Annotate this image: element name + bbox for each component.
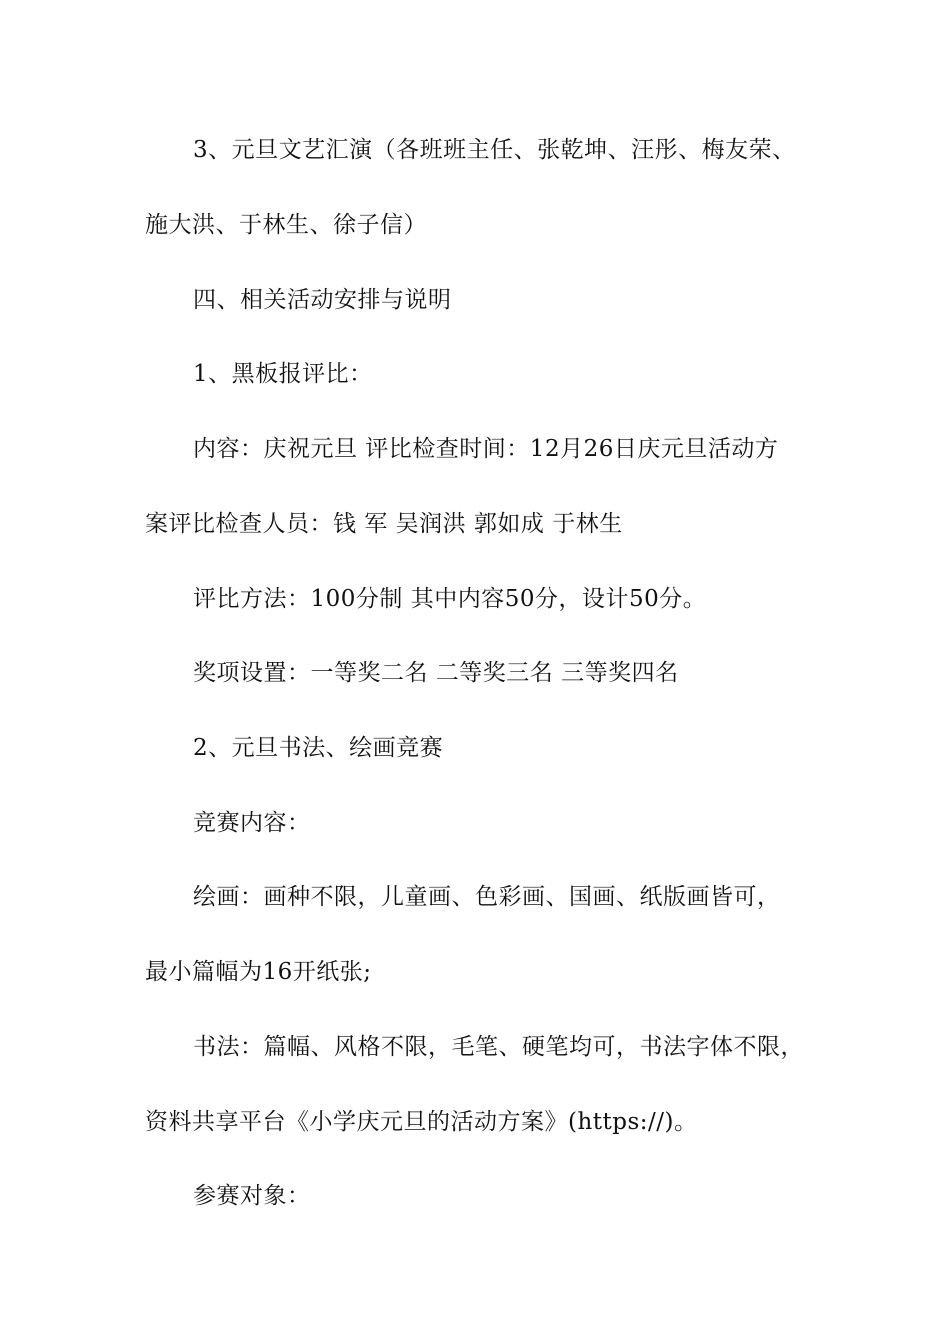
paragraph-line: 评比方法：100分制 其中内容50分，设计50分。 xyxy=(193,586,707,612)
paragraph-line: 参赛对象： xyxy=(193,1183,311,1209)
section-heading: 四、相关活动安排与说明 xyxy=(193,287,452,313)
paragraph-line: 内容：庆祝元旦 评比检查时间：12月26日庆元旦活动方 xyxy=(193,436,779,462)
paragraph-line: 最小篇幅为16开纸张; xyxy=(145,959,372,985)
paragraph-line: 施大洪、于林生、徐子信） xyxy=(145,212,427,238)
paragraph-line: 资料共享平台《小学庆元旦的活动方案》(https://)。 xyxy=(145,1109,698,1135)
paragraph-line: 竞赛内容： xyxy=(193,810,311,836)
subsection-heading: 2、元旦书法、绘画竞赛 xyxy=(193,735,444,761)
paragraph-line: 奖项设置：一等奖二名 二等奖三名 三等奖四名 xyxy=(193,660,679,686)
paragraph-line: 案评比检查人员：钱 军 吴润洪 郭如成 于林生 xyxy=(145,511,623,537)
paragraph-line: 绘画：画种不限，儿童画、色彩画、国画、纸版画皆可， xyxy=(193,884,781,910)
paragraph-line: 书法：篇幅、风格不限，毛笔、硬笔均可，书法字体不限， xyxy=(193,1034,804,1060)
paragraph-line: 3、元旦文艺汇演（各班班主任、张乾坤、汪彤、梅友荣、 xyxy=(193,137,796,163)
subsection-heading: 1、黑板报评比： xyxy=(193,361,373,387)
